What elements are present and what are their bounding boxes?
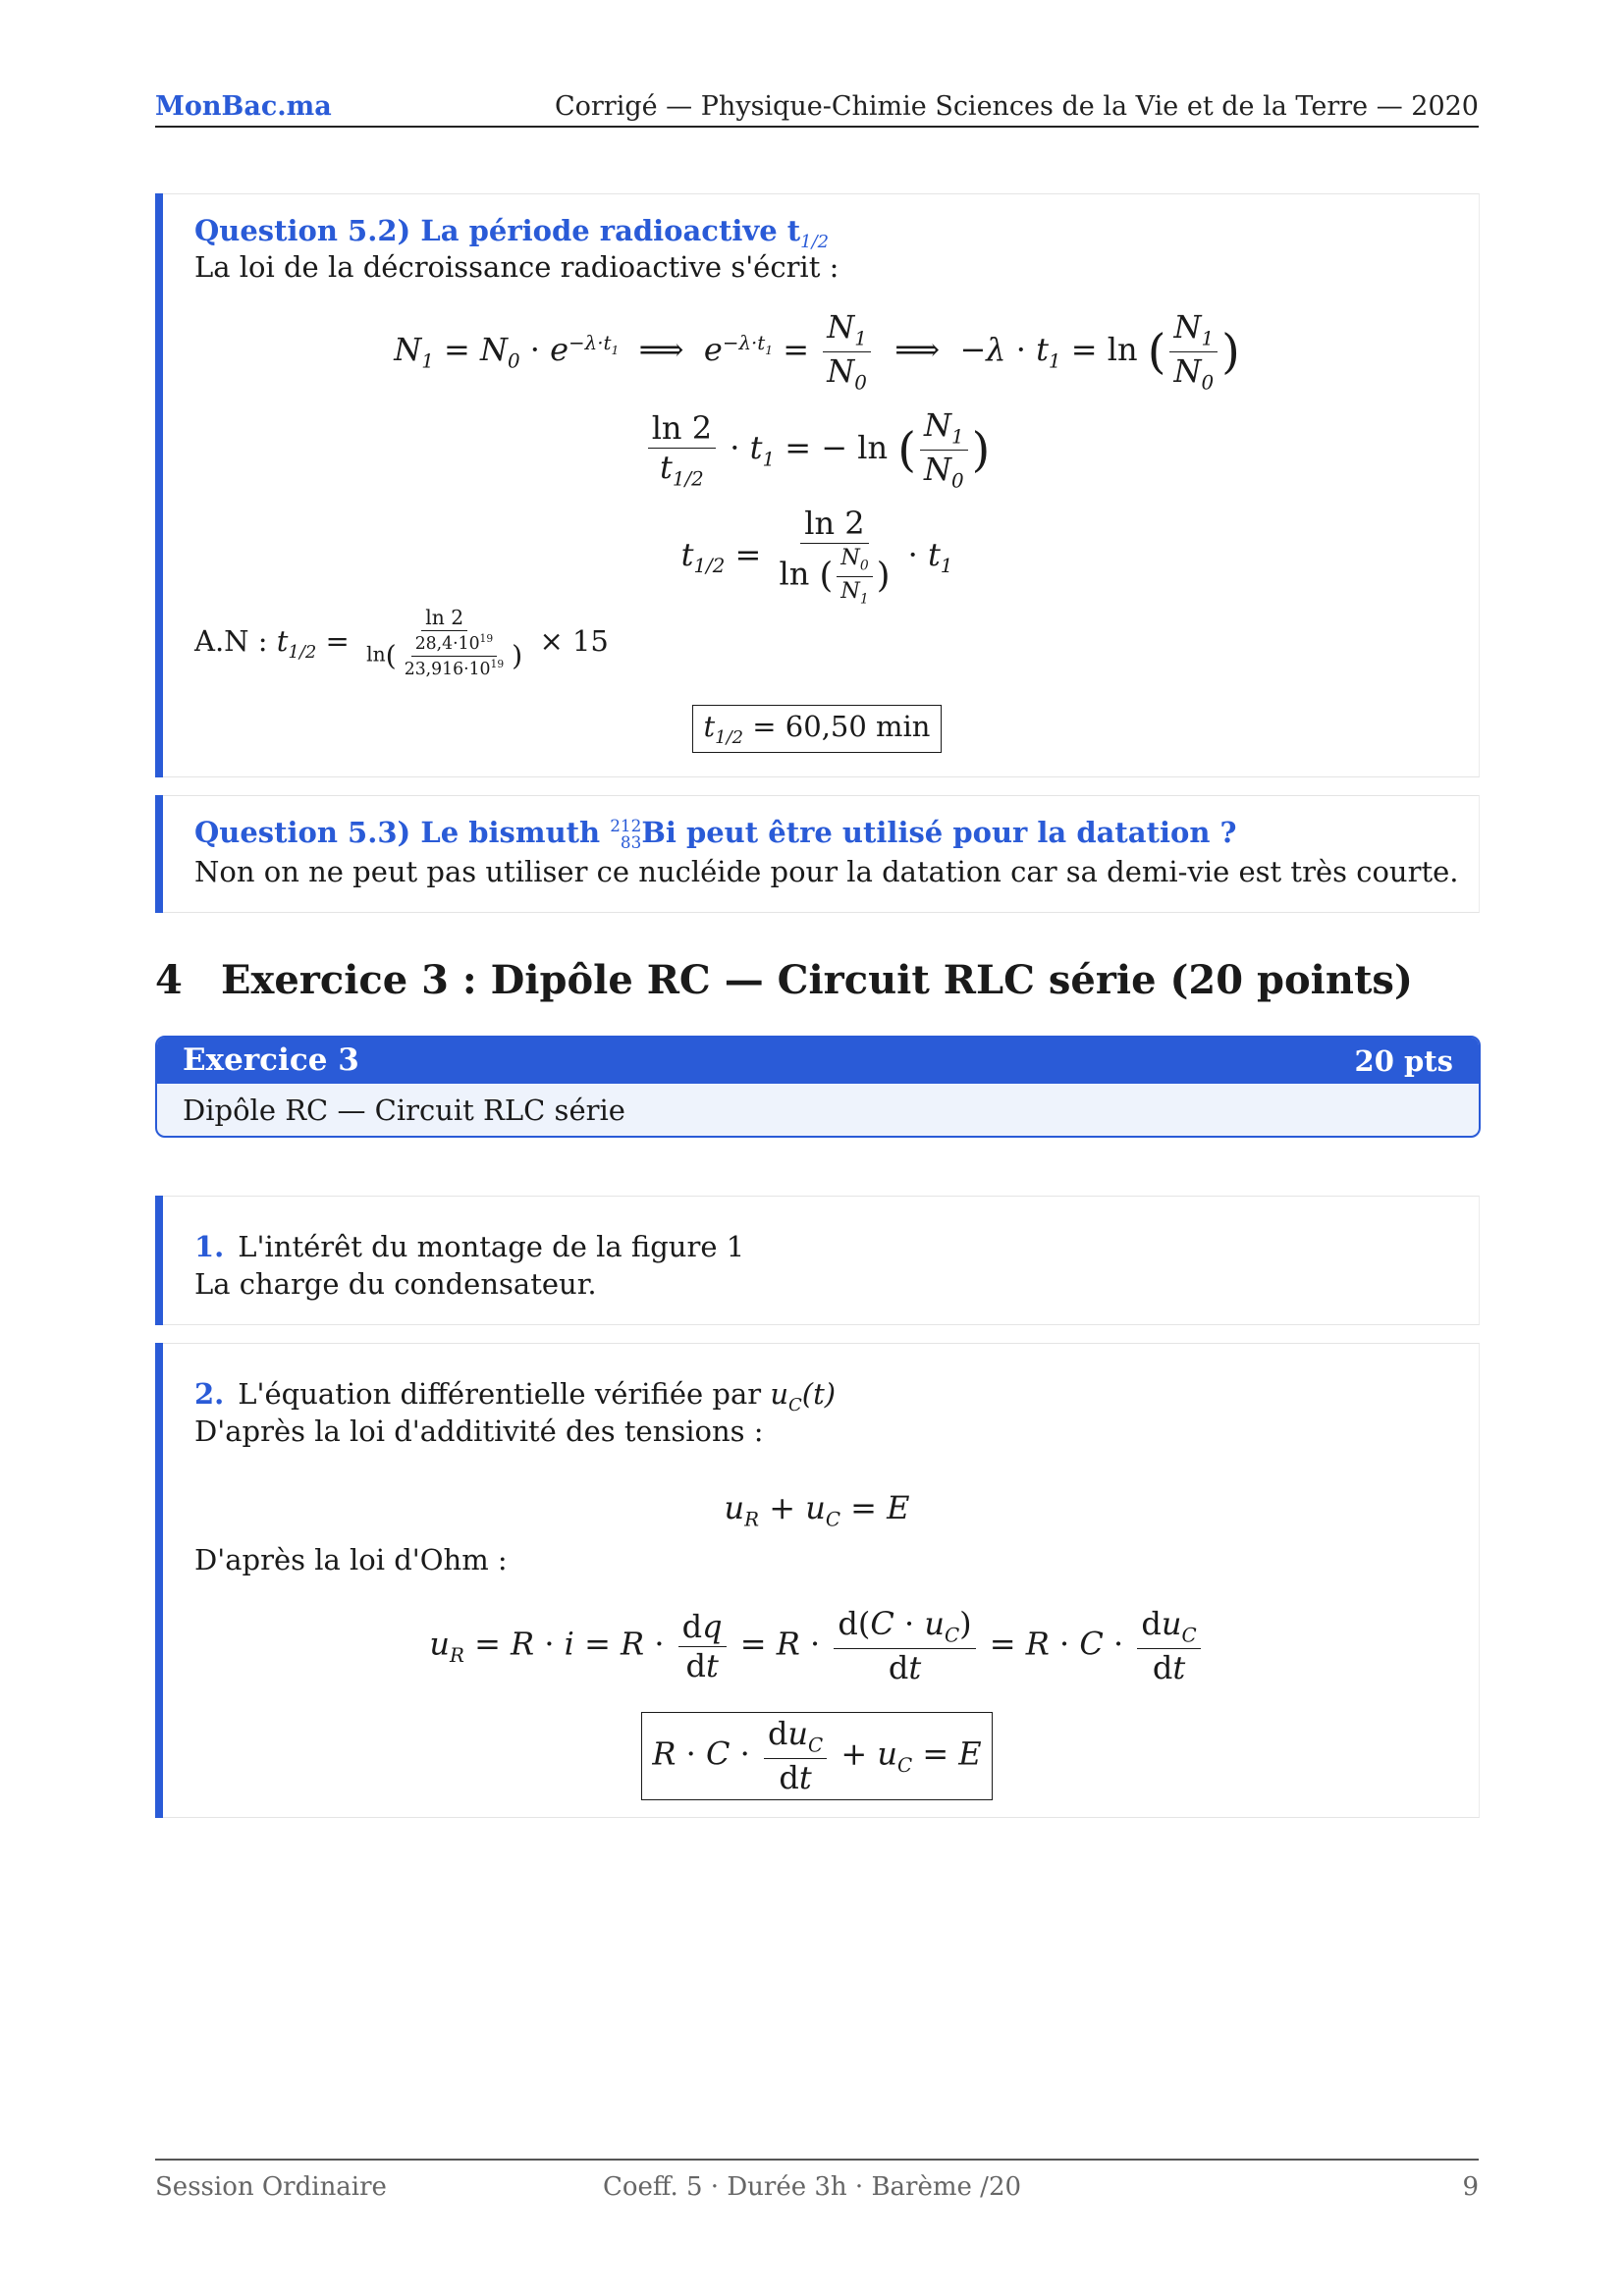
section-heading: 4 Exercice 3 : Dipôle RC — Circuit RLC série (20 points)	[155, 957, 1413, 1003]
document-title: Corrigé — Physique-Chimie Sciences de la Vie et de la Terre — 2020	[554, 91, 1479, 122]
accent-bar	[155, 1196, 163, 1325]
item-2-intro: D'après la loi d'additivité des tensions :	[194, 1415, 764, 1448]
accent-bar	[155, 795, 163, 913]
ohm-law-equation: $u_R = R \cdot i = R$ · $\frac{dq}{dt}$ = R · $\frac{d(C \cdot u_C)}{dt}$ = R · C · $\frac{du_C}{dt}$	[155, 1607, 1479, 1685]
exercise-label: Exercice 3	[183, 1042, 359, 1078]
exercise-banner-header	[157, 1038, 1479, 1084]
question-5-3-answer: Non on ne peut pas utiliser ce nucléide pour la datation car sa demi-vie est très courte.	[194, 855, 1459, 888]
footer-session: Session Ordinaire	[155, 2172, 387, 2202]
differential-equation-result: R · C · $\frac{du_C}{dt}$ + $u_C = E$	[155, 1712, 1479, 1800]
decay-equation-1: $N_1 = N_0 \cdot e^{-\lambda\cdot t_1}$ ⟹ $e^{-\lambda\cdot t_1}$ = $\frac{N_1}{N_0}$ ⟹ $-\lambda \cdot t_1 = \ln$ ( $\frac{N_1}{N_0}$ )	[394, 308, 1240, 395]
header-rule	[155, 126, 1479, 128]
voltage-additivity-equation: $u_R + u_C = E$	[724, 1489, 910, 1531]
question-5-2-intro: La loi de la décroissance radioactive s'écrit :	[194, 250, 839, 284]
half-life-formula: $t_{1/2}$ = ln 2 ln ( $\frac{N_0}{N_1}$ ) · $t_1$	[680, 505, 953, 608]
footer-info: Coeff. 5 · Durée 3h · Barème /20	[602, 2172, 1022, 2202]
item-1-answer: La charge du condensateur.	[194, 1267, 597, 1301]
footer-rule	[155, 2159, 1479, 2161]
half-life-result: $t_{1/2} = 60,50$ min	[155, 705, 1479, 753]
question-5-3-title: Question 5.3) Le bismuth 212 83 Bi peut être utilisé pour la datation ?	[194, 816, 1237, 852]
item-1-title: 1. L'intérêt du montage de la figure 1	[194, 1230, 745, 1263]
question-5-2-title: Question 5.2) La période radioactive $t_{1/2}$	[194, 214, 830, 252]
numerical-application: A.N : $t_{1/2}$ = ln 2 ln( $\frac{28,4\cdot 10^{19}}{23,916\cdot 10^{19}}$ ) × 15	[194, 606, 609, 679]
page-number: 9	[1462, 2172, 1479, 2202]
question-5-2-box	[155, 193, 1480, 777]
item-2-title: 2. L'équation différentielle vérifiée par $u_C(t)$	[194, 1377, 837, 1415]
ohm-law-intro: D'après la loi d'Ohm :	[194, 1543, 508, 1576]
item-2-box	[155, 1343, 1480, 1818]
exercise-banner	[155, 1036, 1481, 1138]
question-5-3-box	[155, 795, 1480, 913]
exercise-points: 20 pts	[1354, 1044, 1453, 1078]
site-brand[interactable]: MonBac.ma	[155, 91, 332, 122]
item-1-box	[155, 1196, 1480, 1325]
exercise-subtitle: Dipôle RC — Circuit RLC série	[183, 1094, 625, 1127]
decay-equation-2: $\frac{\ln 2}{t_{1/2}}$ · $t_1$ = − ln ( $\frac{N_1}{N_0}$ )	[155, 408, 1479, 492]
